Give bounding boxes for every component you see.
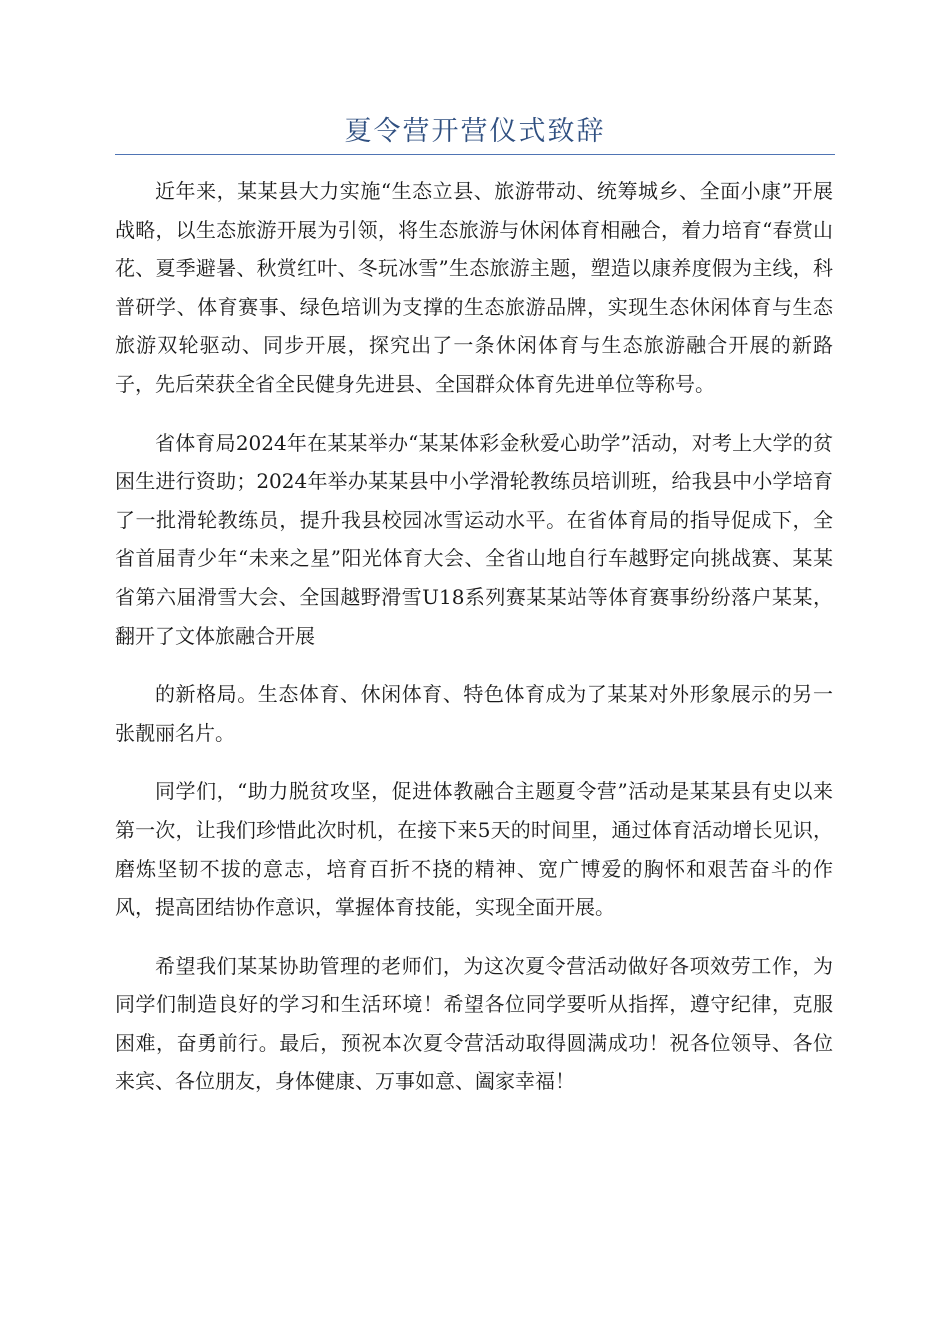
title-underline <box>115 154 835 155</box>
paragraph-4: 同学们，“助力脱贫攻坚，促进体教融合主题夏令营”活动是某某县有史以来第一次，让我们珍惜此次时机，在接下来5天的时间里，通过体育活动增长见识，磨炼坚韧不拔的意志，培育百折不挠的精神、宽广博爱的胸怀和艰苦奋斗的作风，提高团结协作意识，掌握体育技能，实现全面开展。 <box>115 779 833 920</box>
paragraph-1: 近年来，某某县大力实施“生态立县、旅游带动、统筹城乡、全面小康”开展战略，以生态旅游开展为引领，将生态旅游与休闲体育相融合，着力培育“春赏山花、夏季避暑、秋赏红叶、冬玩冰雪”生态旅游主题，塑造以康养度假为主线，科普研学、体育赛事、绿色培训为支撑的生态旅游品牌，实现生态休闲体育与生态旅游双轮驱动、同步开展，探究出了一条休闲体育与生态旅游融合开展的新路子，先后荣获全省全民健身先进县、全国群众体育先进单位等称号。 <box>115 179 833 396</box>
paragraph-2: 省体育局2024年在某某举办“某某体彩金秋爱心助学”活动，对考上大学的贫困生进行资助；2024年举办某某县中小学滑轮教练员培训班，给我县中小学培育了一批滑轮教练员，提升我县校园冰雪运动水平。在省体育局的指导促成下，全省首届青少年“未来之星”阳光体育大会、全省山地自行车越野定向挑战赛、某某省第六届滑雪大会、全国越野滑雪U18系列赛某某站等体育赛事纷纷落户某某，翻开了文体旅融合开展 <box>115 430 833 648</box>
document-body <box>115 172 833 1121</box>
document-title: 夏令营开营仪式致辞 <box>344 116 606 147</box>
paragraph-5: 希望我们某某协助管理的老师们，为这次夏令营活动做好各项效劳工作，为同学们制造良好的学习和生活环境！希望各位同学要听从指挥，遵守纪律，克服困难，奋勇前行。最后，预祝本次夏令营活动取得圆满成功！祝各位领导、各位来宾、各位朋友，身体健康、万事如意、阖家幸福！ <box>115 953 833 1094</box>
paragraph-3: 的新格局。生态体育、休闲体育、特色体育成为了某某对外形象展示的另一张靓丽名片。 <box>115 682 833 745</box>
